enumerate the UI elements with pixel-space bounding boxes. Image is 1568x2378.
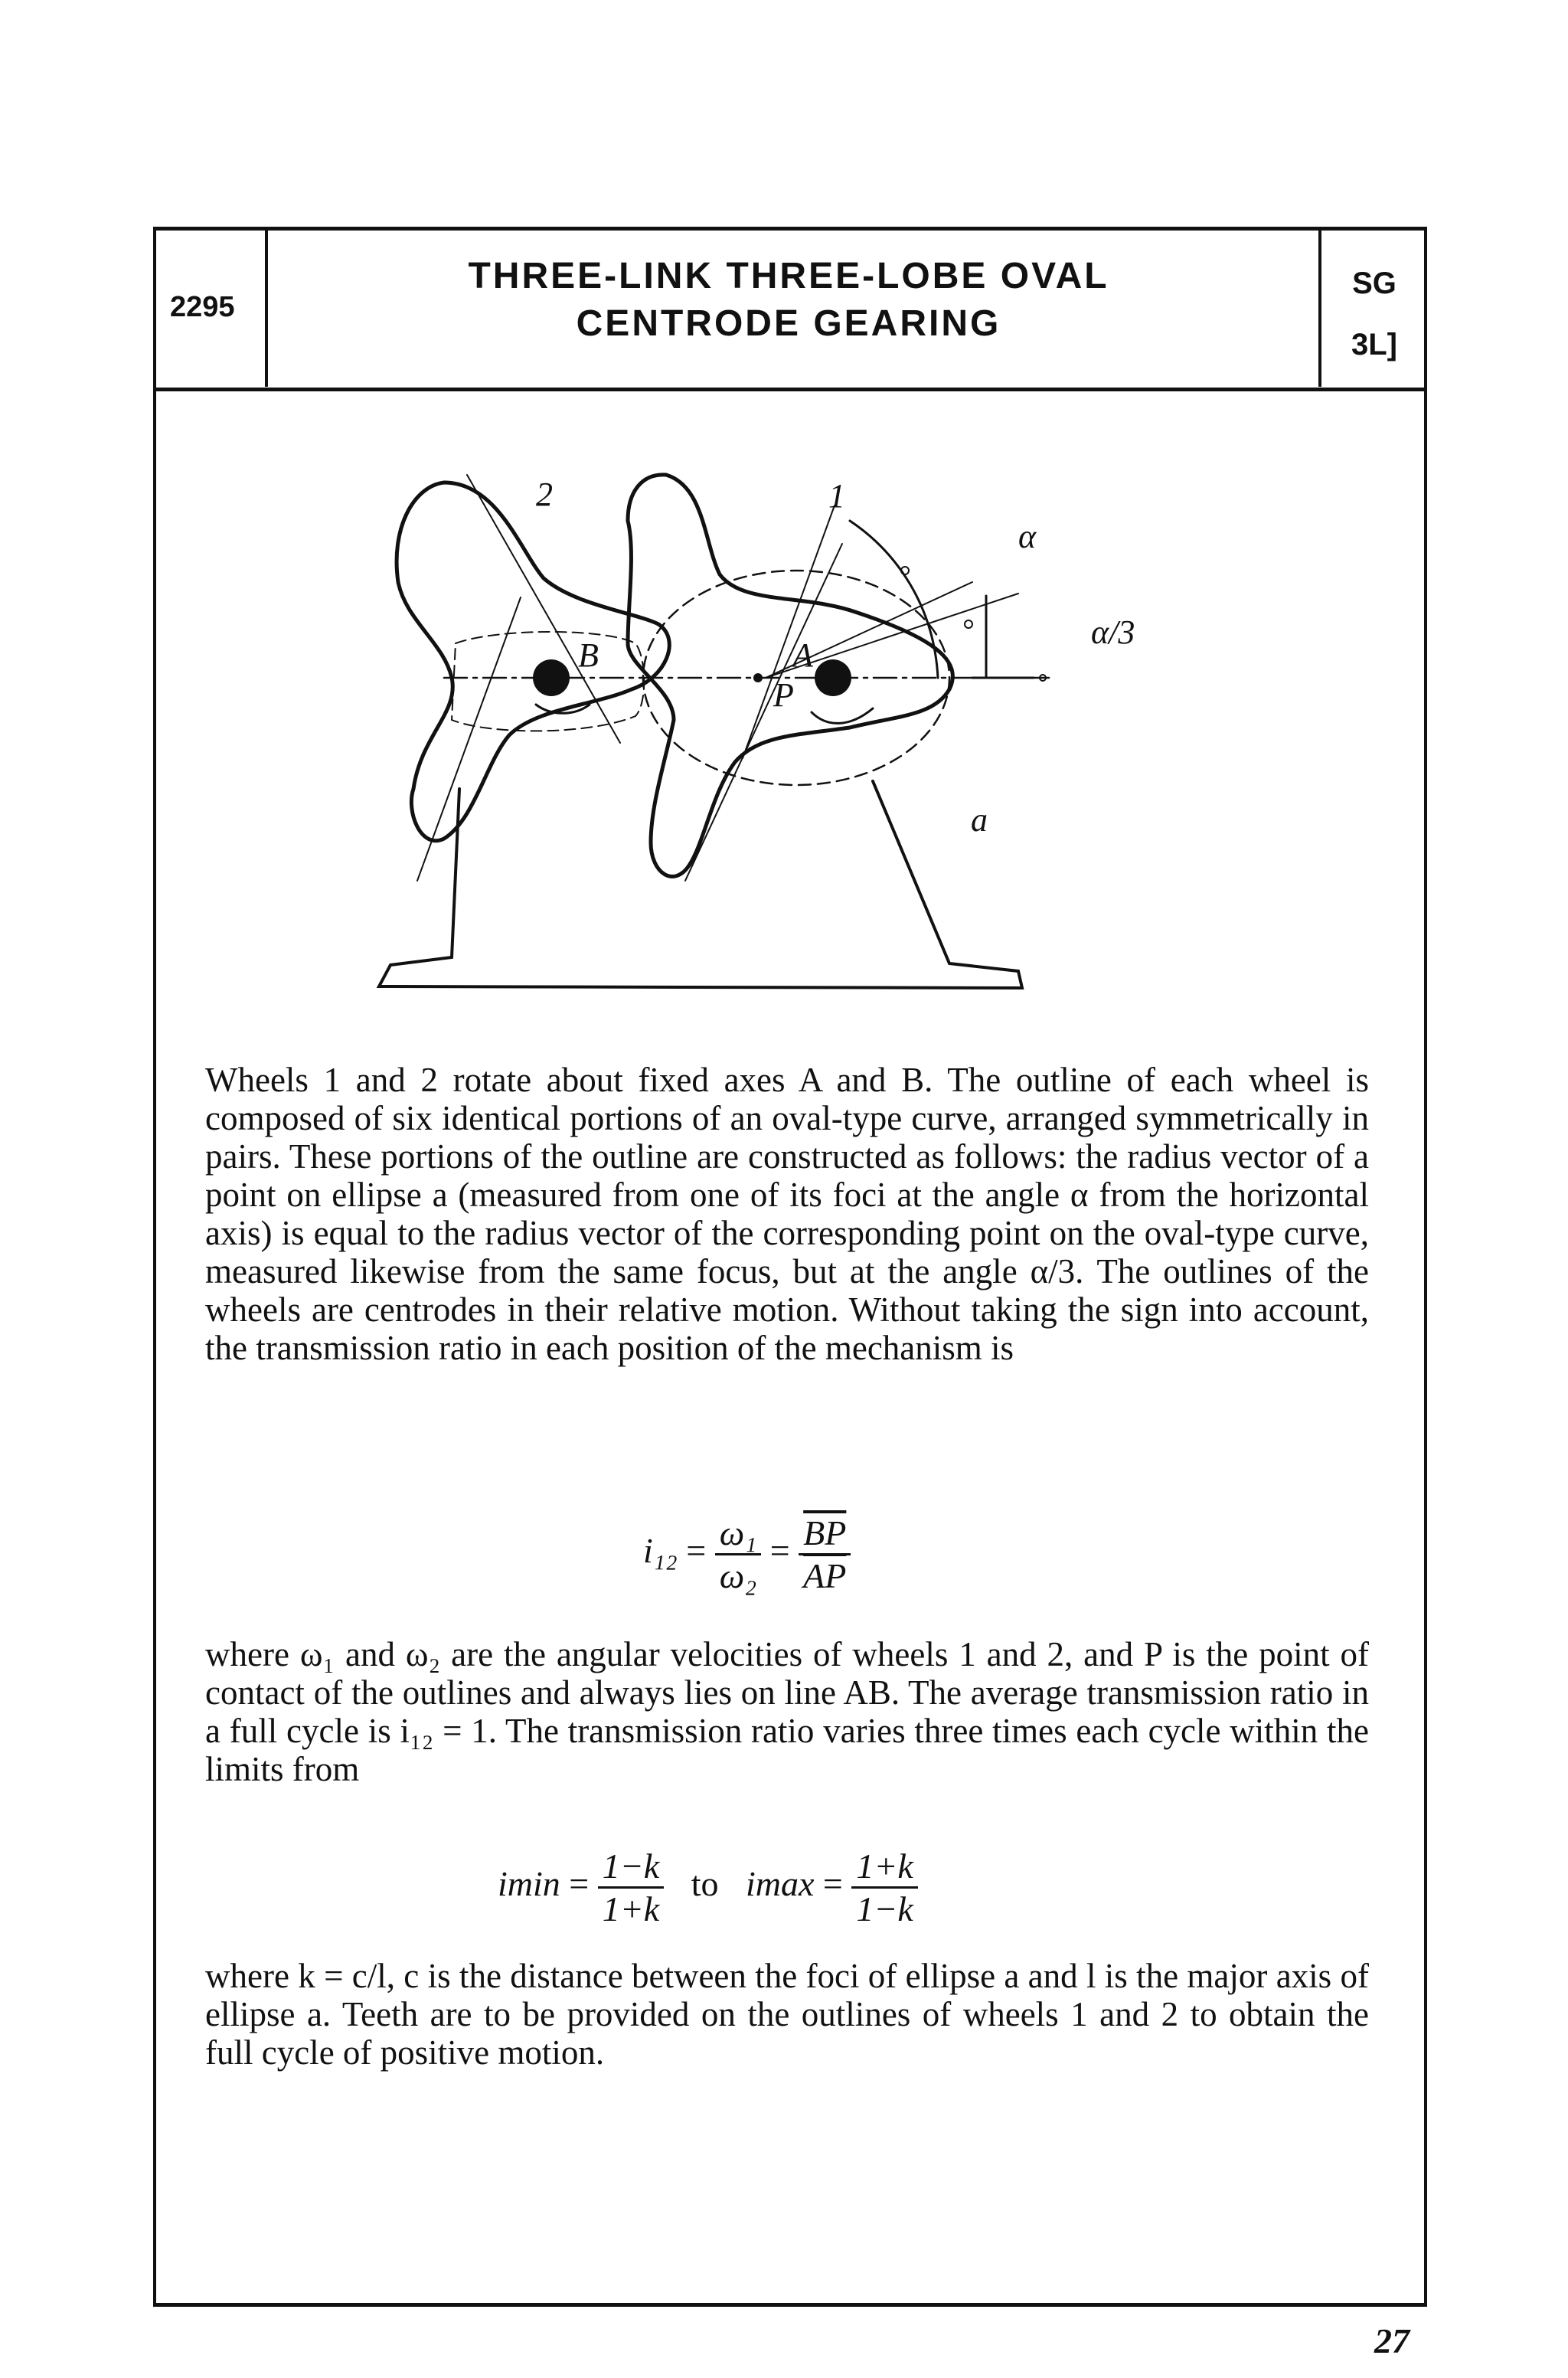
- code-line-1: SG: [1352, 267, 1396, 300]
- to-word: to: [691, 1864, 719, 1904]
- header-divider-left: [265, 230, 268, 387]
- label-wheel-1: 1: [828, 477, 845, 515]
- formula-lhs: i₁₂: [643, 1531, 678, 1571]
- header-divider-right: [1318, 230, 1321, 387]
- title-line-1: THREE-LINK THREE-LOBE OVAL: [468, 256, 1109, 296]
- label-point-P: P: [773, 676, 794, 714]
- title-line-2: CENTRODE GEARING: [576, 303, 1001, 344]
- wheel-1-rotation-arrow: [812, 708, 873, 723]
- imin-denominator: 1+k: [602, 1889, 660, 1928]
- paragraph-explanation: where ω₁ and ω₂ are the angular velocities of wheels 1 and 2, and P is the point of contact of the outlines and always lies on line AB. The average transmission ratio in a full cycle is i₁₂ = 1. The transmission ratio varies three times each cycle within the limits from: [205, 1635, 1369, 1788]
- formula-eq-2: =: [769, 1531, 790, 1571]
- paragraph-definitions: where k = c/l, c is the distance between the foci of ellipse a and l is the major axis of ellipse a. Teeth are to be provided on the outlines of wheels 1 and 2 to obtain the full cycle of positive motion.: [205, 1957, 1369, 2072]
- label-wheel-2: 2: [536, 476, 553, 513]
- label-ellipse-a: a: [971, 801, 988, 839]
- paragraph-description: Wheels 1 and 2 rotate about fixed axes A and B. The outline of each wheel is composed of six identical portions of an oval-type curve, arranged symmetrically in pairs. These portions of the outline are constructed as follows: the radius vector of a point on ellipse a (measured from one of its foci at the angle α from the horizontal axis) is equal to the radius vector of the corresponding point on the oval-type curve, measured likewise from the same focus, but at the angle α/3. The outlines of the wheels are centrodes in their relative motion. Without taking the sign into account, the transmission ratio in each position of the mechanism is: [205, 1061, 1369, 1367]
- imax-lhs: imax: [745, 1864, 815, 1904]
- contact-point-P: [753, 673, 763, 682]
- label-axis-A: A: [792, 636, 813, 674]
- axis-A-disc: [815, 659, 851, 696]
- imax-fraction: [851, 1846, 917, 1929]
- wheel-2-axis-line-a: [467, 475, 620, 743]
- gearing-diagram: [345, 414, 1225, 1019]
- omega-fraction: [715, 1513, 761, 1596]
- alpha-arc: [850, 521, 938, 678]
- imin-lhs: imin: [498, 1864, 560, 1904]
- page-title: [276, 253, 1302, 348]
- base-stand: [379, 781, 1022, 988]
- imin-numerator: 1−k: [598, 1846, 664, 1889]
- label-alpha-third: α/3: [1091, 613, 1135, 651]
- segment-denominator: AP: [803, 1556, 847, 1595]
- segment-fraction: [799, 1513, 851, 1596]
- construction-point-2: [965, 620, 972, 628]
- imax-denominator: 1−k: [856, 1889, 913, 1928]
- imax-numerator: 1+k: [851, 1846, 917, 1889]
- page-number: 27: [1374, 2321, 1410, 2360]
- omega-numerator: ω₁: [715, 1513, 761, 1555]
- label-alpha: α: [1018, 518, 1037, 555]
- imin-fraction: [598, 1846, 664, 1929]
- formula-eq-1: =: [686, 1531, 707, 1571]
- omega-denominator: ω₂: [719, 1556, 757, 1595]
- limits-formula: imin = $\frac{1-k}{1+k}$ to imax = $\frac{1+k}{1-k}$: [498, 1846, 918, 1929]
- sheet-number: 2295: [170, 291, 235, 323]
- code-line-2: 3L]: [1351, 328, 1397, 361]
- classification-code: [1332, 253, 1416, 375]
- axis-B-disc: [533, 659, 570, 696]
- label-axis-B: B: [578, 636, 599, 674]
- transmission-ratio-formula: [643, 1513, 851, 1596]
- segment-numerator: $\overline{BP}$: [799, 1513, 851, 1555]
